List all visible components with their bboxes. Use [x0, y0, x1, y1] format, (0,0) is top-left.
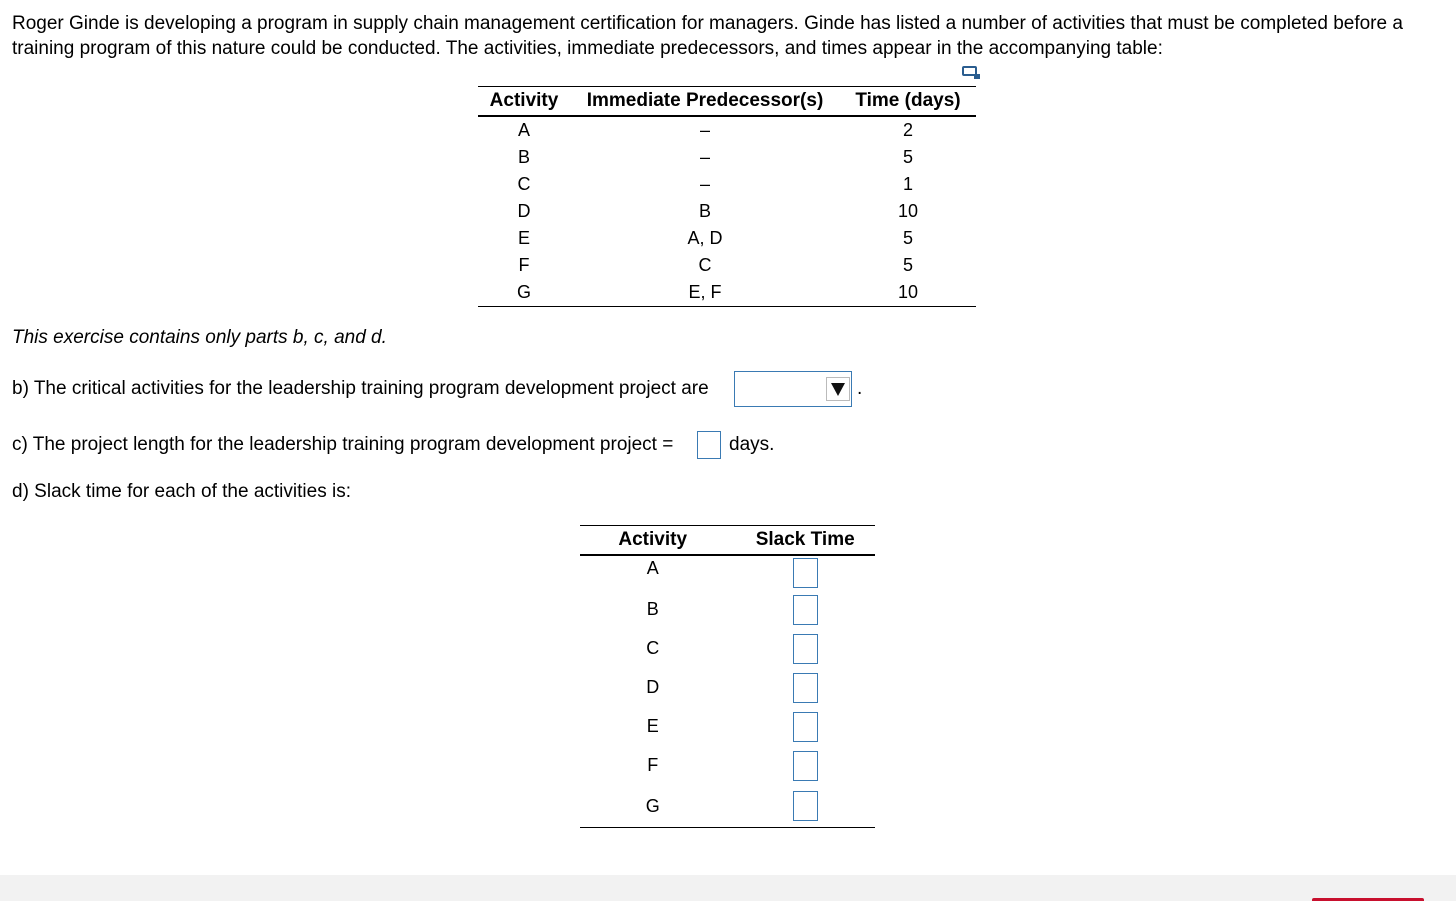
slack-cell	[735, 746, 875, 785]
header-time: Time (days)	[840, 87, 976, 117]
activity-cell: C	[646, 638, 660, 658]
slack-input-c[interactable]	[793, 634, 818, 664]
chevron-down-icon[interactable]	[826, 377, 850, 401]
time-cell: 10	[897, 201, 919, 221]
time-cell: 5	[902, 255, 913, 275]
slack-cell	[735, 555, 875, 590]
slack-table	[580, 525, 875, 828]
table-row	[580, 785, 875, 828]
activity-cell: F	[518, 255, 530, 275]
predecessor-cell: E, F	[570, 279, 840, 307]
part-d-question: d) Slack time for each of the activities is:	[12, 481, 351, 502]
slack-cell	[735, 707, 875, 746]
activity-cell: G	[580, 785, 735, 828]
table-row	[478, 279, 976, 307]
table-row	[478, 198, 976, 225]
part-b-period: .	[857, 378, 863, 399]
slack-cell	[735, 629, 875, 668]
activity-cell: E	[517, 228, 530, 248]
time-cell: 2	[902, 120, 913, 140]
slack-input-f[interactable]	[793, 751, 818, 781]
slack-input-d[interactable]	[793, 673, 818, 703]
slack-cell	[735, 590, 875, 629]
activity-cell: D	[517, 201, 531, 221]
time-cell: 5	[902, 147, 913, 167]
copy-table-icon[interactable]	[962, 65, 982, 81]
activities-table	[478, 86, 976, 307]
days-unit-label: days.	[729, 434, 775, 455]
exercise-note: This exercise contains only parts b, c, and d.	[12, 327, 387, 348]
predecessor-cell: A, D	[687, 228, 723, 248]
slack-cell	[735, 785, 875, 828]
activity-cell: C	[517, 174, 531, 194]
table-row	[478, 171, 976, 198]
table-row	[580, 590, 875, 629]
table-row	[478, 225, 976, 252]
table-row	[478, 144, 976, 171]
slack-input-e[interactable]	[793, 712, 818, 742]
table-row	[580, 746, 875, 785]
activity-cell: B	[517, 147, 530, 167]
activity-cell: B	[646, 599, 659, 619]
activity-cell: G	[478, 279, 570, 307]
header-activity: Activity	[478, 87, 570, 117]
critical-activities-dropdown[interactable]	[734, 371, 852, 407]
problem-intro: Roger Ginde is developing a program in supply chain management certification for managers. Ginde has listed a number of activities that must be completed before a training program of this nature could be conducted. The activities, immediate predecessors, and times appear in the accompanying table:	[12, 13, 1403, 59]
header-activity: Activity	[580, 526, 735, 556]
predecessor-cell: B	[698, 201, 711, 221]
slack-header-row	[580, 526, 875, 556]
activity-cell: E	[646, 716, 659, 736]
table-row	[478, 116, 976, 144]
table-row	[580, 555, 875, 590]
slack-input-g[interactable]	[793, 791, 818, 821]
table-row	[580, 629, 875, 668]
part-c-question: c) The project length for the leadership training program development project =	[12, 434, 674, 455]
header-slack-time: Slack Time	[735, 526, 875, 556]
part-b-question: b) The critical activities for the leadership training program development project are	[12, 378, 709, 399]
project-length-input[interactable]	[697, 431, 721, 459]
table-row	[478, 252, 976, 279]
footer-bar	[0, 875, 1456, 901]
time-cell: 10	[840, 279, 976, 307]
predecessor-cell: C	[698, 255, 712, 275]
predecessor-cell: –	[699, 120, 710, 140]
table-row	[580, 707, 875, 746]
header-predecessors: Immediate Predecessor(s)	[570, 87, 840, 117]
activity-cell: F	[647, 755, 659, 775]
slack-input-a[interactable]	[793, 558, 818, 588]
activity-cell: D	[646, 677, 660, 697]
activity-cell: A	[646, 558, 659, 578]
predecessor-cell: –	[699, 174, 710, 194]
slack-cell	[735, 668, 875, 707]
table-row	[580, 668, 875, 707]
time-cell: 1	[902, 174, 913, 194]
predecessor-cell: –	[699, 147, 710, 167]
activities-header-row	[478, 87, 976, 117]
slack-input-b[interactable]	[793, 595, 818, 625]
time-cell: 5	[902, 228, 913, 248]
activity-cell: A	[517, 120, 530, 140]
